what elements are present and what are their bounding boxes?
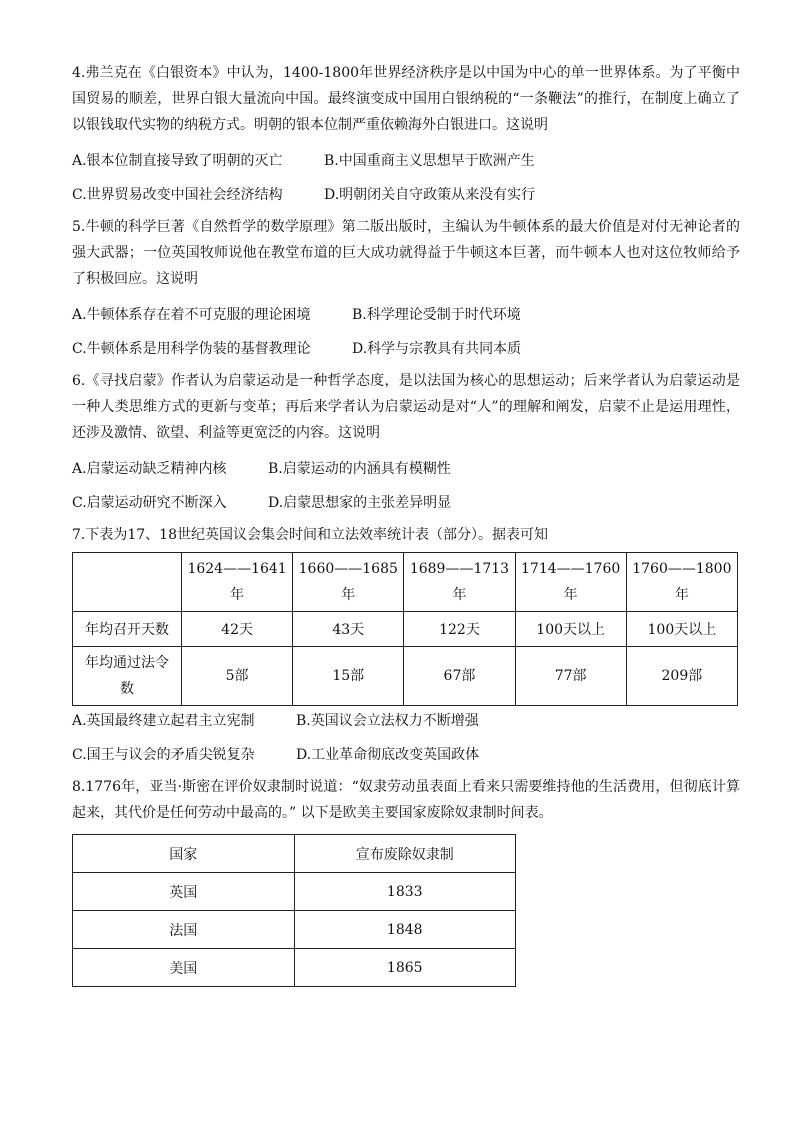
q4-option-a[interactable]: A.银本位制直接导致了明朝的灭亡 — [72, 153, 283, 169]
table-cell: 43天 — [293, 612, 404, 647]
question-5-stem: 5.牛顿的科学巨著《自然哲学的数学原理》第二版出版时，主编认为牛顿体系的最大价值是对付无神论者的强大武器；一位英国牧师说他在教堂布道的巨大成功就得益于牛顿这本巨著，而牛顿本人也对这位牧师给予了积极回应。这说明 — [72, 219, 740, 287]
q7-option-b[interactable]: B.英国议会立法权力不断增强 — [296, 713, 479, 729]
table-row — [73, 873, 516, 911]
question-7-options-row1 — [72, 708, 740, 734]
table-cell: 1848 — [294, 911, 516, 949]
table-cell: 42天 — [182, 612, 293, 647]
question-5-options-row1 — [72, 302, 740, 328]
period-unit: 年 — [341, 587, 356, 603]
period-header — [404, 553, 515, 612]
question-7-options-row2 — [72, 742, 740, 768]
q4-option-d[interactable]: D.明朝闭关自守政策从来没有实行 — [324, 187, 536, 203]
row-label — [73, 647, 182, 706]
q5-option-a[interactable]: A.牛顿体系存在着不可克服的理论困境 — [72, 307, 311, 323]
table-header-row — [73, 835, 516, 873]
table-cell: 1833 — [294, 873, 516, 911]
question-6-options-row2 — [72, 490, 740, 516]
period-range: 1760——1800 — [632, 561, 732, 577]
column-header: 宣布废除奴隶制 — [294, 835, 516, 873]
table-cell: 1865 — [294, 949, 516, 987]
table-cell: 67部 — [404, 647, 515, 706]
q6-option-a[interactable]: A.启蒙运动缺乏精神内核 — [72, 461, 227, 477]
period-header — [182, 553, 293, 612]
q7-option-c[interactable]: C.国王与议会的矛盾尖锐复杂 — [72, 747, 255, 763]
q5-option-b[interactable]: B.科学理论受制于时代环境 — [352, 307, 521, 323]
question-4-options-row1 — [72, 148, 740, 174]
q7-option-d[interactable]: D.工业革命彻底改变英国政体 — [296, 747, 480, 763]
table-header-row — [73, 553, 738, 612]
column-header: 国家 — [73, 835, 295, 873]
table-cell: 122天 — [404, 612, 515, 647]
q5-option-c[interactable]: C.牛顿体系是用科学伪装的基督教理论 — [72, 341, 311, 357]
period-unit: 年 — [452, 587, 467, 603]
row-label-line1: 年均通过法令 — [85, 655, 169, 671]
q5-option-d[interactable]: D.科学与宗教具有共同本质 — [352, 341, 522, 357]
q6-option-b[interactable]: B.启蒙运动的内涵具有模糊性 — [268, 461, 451, 477]
question-4-stem: 4.弗兰克在《白银资本》中认为，1400-1800年世界经济秩序是以中国为中心的单一世界体系。为了平衡中国贸易的顺差，世界白银大量流向中国。最终演变成中国用白银纳税的“一条鞭法”的推行，在制度上确立了以银钱取代实物的纳税方式。明朝的银本位制严重依赖海外白银进口。这说明 — [72, 65, 740, 133]
question-5-options-row2 — [72, 336, 740, 362]
question-6-options-row1 — [72, 456, 740, 482]
exam-page — [72, 60, 740, 987]
table-row — [73, 949, 516, 987]
table-cell: 英国 — [73, 873, 295, 911]
question-6-stem: 6.《寻找启蒙》作者认为启蒙运动是一种哲学态度，是以法国为核心的思想运动；后来学者认为启蒙运动是一种人类思维方式的更新与变革；再后来学者认为启蒙运动是对“人”的理解和阐发，启蒙不止是运用理性，还涉及激情、欲望、利益等更宽泛的内容。这说明 — [72, 373, 740, 441]
question-4-options-row2 — [72, 182, 740, 208]
period-range: 1689——1713 — [409, 561, 510, 577]
table-cell: 209部 — [626, 647, 737, 706]
abolition-table — [72, 834, 516, 987]
table-cell: 15部 — [293, 647, 404, 706]
question-8-stem: 8.1776年，亚当·斯密在评价奴隶制时说道：“奴隶劳动虽表面上看来只需要维持他的生活费用，但彻底计算起来，其代价是任何劳动中最高的。” 以下是欧美主要国家废除奴隶制时间表。 — [72, 779, 740, 821]
q6-option-d[interactable]: D.启蒙思想家的主张差异明显 — [268, 495, 452, 511]
period-range: 1660——1685 — [298, 561, 398, 577]
period-unit: 年 — [674, 587, 689, 603]
q4-option-c[interactable]: C.世界贸易改变中国社会经济结构 — [72, 187, 283, 203]
table-cell: 100天以上 — [626, 612, 737, 647]
period-range: 1624——1641 — [187, 561, 287, 577]
q7-option-a[interactable]: A.英国最终建立起君主立宪制 — [72, 713, 255, 729]
table-cell: 100天以上 — [515, 612, 626, 647]
row-label-line2: 数 — [120, 681, 134, 697]
table-cell: 美国 — [73, 949, 295, 987]
table-row — [73, 612, 738, 647]
table-row — [73, 647, 738, 706]
row-label: 年均召开天数 — [73, 612, 182, 647]
period-header — [293, 553, 404, 612]
question-7-stem: 7.下表为17、18世纪英国议会集会时间和立法效率统计表（部分）。据表可知 — [72, 527, 548, 543]
table-cell: 77部 — [515, 647, 626, 706]
q4-option-b[interactable]: B.中国重商主义思想早于欧洲产生 — [324, 153, 535, 169]
q6-option-c[interactable]: C.启蒙运动研究不断深入 — [72, 495, 227, 511]
period-range: 1714——1760 — [521, 561, 621, 577]
period-unit: 年 — [230, 587, 245, 603]
period-unit: 年 — [563, 587, 578, 603]
parliament-stats-table — [72, 552, 738, 706]
table-cell: 5部 — [182, 647, 293, 706]
table-row — [73, 911, 516, 949]
period-header — [626, 553, 737, 612]
period-header — [515, 553, 626, 612]
table-cell: 法国 — [73, 911, 295, 949]
table-corner-cell — [73, 553, 182, 612]
